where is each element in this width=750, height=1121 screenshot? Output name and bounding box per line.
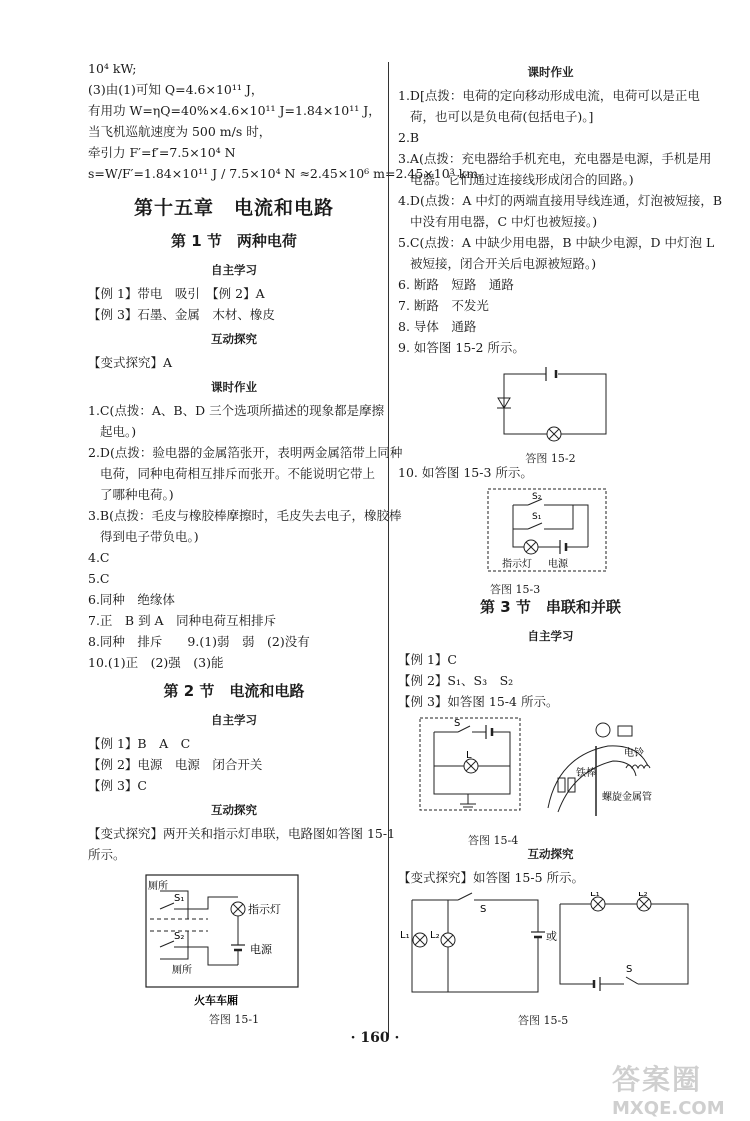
- text-line: 有用功 W=ηQ=40%×4.6×10¹¹ J=1.84×10¹¹ J，: [88, 103, 381, 118]
- s3-zizhu-heading: 自主学习: [527, 629, 574, 643]
- figure-15-1-caption: 答图 15-1: [208, 1013, 260, 1026]
- text-line: 9. 如答图 15-2 所示。: [398, 340, 525, 355]
- text-line: 7. 断路 不发光: [398, 298, 489, 313]
- right-keshi-answers: [398, 85, 723, 358]
- text-line: 了哪种电荷。): [100, 487, 174, 502]
- circuit-15-3-diagram: [398, 487, 703, 573]
- text-line: 5.C(点拨：A 中缺少用电器，B 中缺少电源，D 中灯泡 L: [398, 235, 715, 250]
- site-watermark: [612, 1058, 742, 1118]
- circuit-15-2-diagram: [398, 362, 703, 442]
- text-line: 【例 3】如答图 15-4 所示。: [398, 694, 559, 709]
- text-line: 【变式探究】如答图 15-5 所示。: [398, 870, 585, 885]
- s2-zizhu-answers: [88, 733, 380, 796]
- text-line: 【变式探究】A: [88, 355, 173, 370]
- label-switch-s2: S₂: [174, 931, 185, 942]
- s1-zizhu-heading: 自主学习: [211, 263, 257, 277]
- text-line: 2.B: [398, 130, 420, 145]
- s1-keshi-heading: 课时作业: [211, 380, 257, 394]
- label-power-source: 电源: [548, 559, 568, 570]
- s2-hudong-heading: 互动探究: [211, 803, 257, 817]
- label-power-source: 电源: [250, 943, 272, 956]
- figure-15-3-caption: 答图 15-3: [490, 583, 541, 596]
- s3-hudong-answers: [398, 867, 703, 888]
- text-line: 被短接，闭合开关后电源被短路。): [410, 256, 597, 271]
- label-train-car: 火车车厢: [194, 994, 238, 1007]
- s2-hudong-answers: [88, 823, 396, 865]
- figure-15-1: [88, 869, 380, 1026]
- label-or: 或: [546, 930, 557, 943]
- text-line: 4.C: [88, 550, 110, 565]
- text-line: 电器。它们通过连接线形成闭合的回路。): [410, 172, 634, 187]
- text-line: 【例 1】C: [398, 652, 457, 667]
- s1-zizhu-answers: [88, 283, 380, 325]
- s3-hudong-heading: 互动探究: [527, 847, 574, 861]
- text-line: 【例 2】电源 电源 闭合开关: [88, 757, 263, 772]
- s2-zizhu-heading: 自主学习: [211, 713, 257, 727]
- figure-15-5-caption: 答图 15-5: [518, 1014, 569, 1027]
- text-line: 当飞机巡航速度为 500 m/s 时，: [88, 124, 272, 139]
- text-line: 10⁴ kW;: [88, 61, 137, 76]
- label-indicator-lamp: 指示灯: [502, 559, 532, 570]
- circuit-15-1-diagram: [88, 869, 380, 1019]
- label-lamp-l1: L₁: [400, 930, 410, 941]
- label-switch-s: S: [454, 718, 461, 729]
- right-keshi-heading: 课时作业: [527, 65, 574, 79]
- label-switch-s2: S₂: [532, 492, 542, 502]
- text-line: 3.B(点拨：毛皮与橡胶棒摩擦时，毛皮失去电子，橡胶棒: [88, 508, 402, 523]
- section-1-title: 第 1 节 两种电荷: [171, 232, 297, 250]
- text-line: 3.A(点拨：充电器给手机充电，充电器是电源，手机是用: [398, 151, 712, 166]
- watermark-line-2: MXQE.COM: [612, 1098, 725, 1119]
- text-line: 牵引力 F′=f′=7.5×10⁴ N: [88, 145, 236, 160]
- label-lamp-l2: L₂: [430, 930, 440, 941]
- page-number: · 160 ·: [350, 1030, 400, 1046]
- label-iron-rod: 铁棒: [576, 768, 596, 779]
- text-line: 【例 3】C: [88, 778, 147, 793]
- text-line: 2.D(点拨：验电器的金属箔张开，表明两金属箔带上同种: [88, 445, 403, 460]
- text-line: 8. 导体 通路: [398, 319, 477, 334]
- s1-hudong-heading: 互动探究: [211, 332, 257, 346]
- label-switch-s: S: [480, 904, 487, 915]
- text-line: 5.C: [88, 571, 110, 586]
- answer-10: 10. 如答图 15-3 所示。: [398, 465, 533, 480]
- text-line: 荷，也可以是负电荷(包括电子)。]: [410, 109, 594, 124]
- right-column: [398, 58, 723, 1027]
- figure-15-5: [398, 892, 703, 1027]
- text-line: 【例 2】S₁、S₃ S₂: [398, 673, 514, 688]
- label-bell: 电铃: [624, 748, 644, 759]
- s1-hudong-answers: [88, 352, 380, 373]
- text-line: 得到电子带负电。): [100, 529, 199, 544]
- section-2-title: 第 2 节 电流和电路: [163, 682, 305, 700]
- figure-15-2: [398, 362, 703, 465]
- text-line: 起电。): [100, 424, 137, 439]
- figure-15-4: [398, 716, 703, 847]
- column-divider: [388, 62, 389, 1037]
- text-line: 1.C(点拨：A、B、D 三个选项所描述的现象都是摩擦: [88, 403, 385, 418]
- chapter-title: 第十五章 电流和电路: [133, 197, 334, 219]
- text-line: s=W/F′=1.84×10¹¹ J / 7.5×10⁴ N ≈2.45×10⁶ m=2.45×10³ km.: [88, 166, 483, 181]
- label-indicator-lamp: 指示灯: [248, 903, 281, 916]
- circuit-15-4-diagram: [398, 716, 703, 824]
- text-line: 10.(1)正 (2)强 (3)能: [88, 655, 224, 670]
- text-line: 所示。: [88, 847, 126, 862]
- figure-15-2-caption: 答图 15-2: [525, 452, 576, 465]
- s3-zizhu-answers: [398, 649, 703, 712]
- text-line: 【例 3】石墨、金属 木材、橡皮: [88, 307, 275, 322]
- text-line: (3)由(1)可知 Q=4.6×10¹¹ J，: [88, 82, 264, 97]
- label-switch-s1: S₁: [532, 512, 542, 522]
- text-line: 中没有用电器，C 中灯也被短接。): [410, 214, 598, 229]
- label-toilet-1: 厕所: [148, 881, 168, 892]
- text-line: 4.D(点拨：A 中灯的两端直接用导线连通，灯泡被短接，B: [398, 193, 723, 208]
- figure-15-4-caption: 答图 15-4: [468, 834, 519, 847]
- watermark-line-1: 答案圈: [612, 1063, 703, 1096]
- section-3-title: 第 3 节 串联和并联: [480, 598, 621, 616]
- text-line: 6.同种 绝缘体: [88, 592, 175, 607]
- label-lamp-l: L: [466, 750, 472, 761]
- label-switch-s-b: S: [626, 964, 633, 975]
- label-spiral-tube: 螺旋金属管: [602, 792, 652, 803]
- text-line: 【变式探究】两开关和指示灯串联，电路图如答图 15-1: [88, 826, 396, 841]
- text-line: 6. 断路 短路 通路: [398, 277, 514, 292]
- text-line: 电荷，同种电荷相互排斥而张开。不能说明它带上: [100, 466, 376, 481]
- label-toilet-2: 厕所: [172, 965, 192, 976]
- label-switch-s1: S₁: [174, 893, 185, 904]
- text-line: 【例 1】B A C: [88, 736, 191, 751]
- label-lamp-l1-b: L₁: [590, 892, 600, 899]
- text-line: 【例 1】带电 吸引 【例 2】A: [88, 286, 265, 301]
- text-line: 7.正 B 到 A 同种电荷互相排斥: [88, 613, 277, 628]
- text-line: 8.同种 排斥 9.(1)弱 弱 (2)没有: [88, 634, 310, 649]
- s1-keshi-answers: [88, 400, 403, 673]
- text-line: 1.D[点拨：电荷的定向移动形成电流，电荷可以是正电: [398, 88, 700, 103]
- circuit-15-5-diagram: [398, 892, 703, 1004]
- label-lamp-l2-b: L₂: [638, 892, 648, 899]
- figure-15-3: [398, 487, 703, 596]
